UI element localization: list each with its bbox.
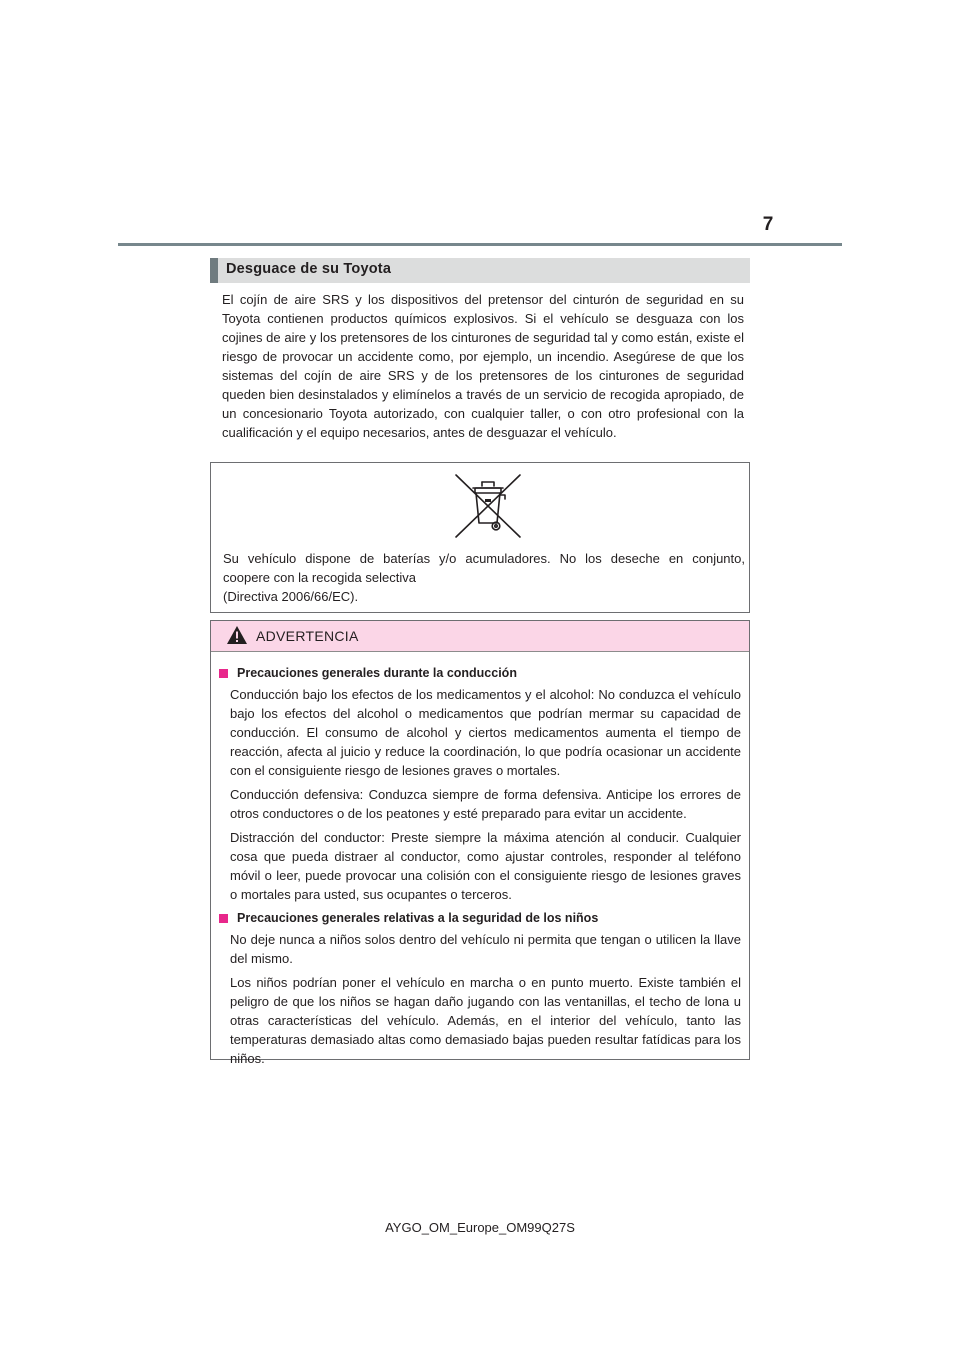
battery-disposal-text (223, 549, 745, 606)
warning-title: ADVERTENCIA (256, 628, 359, 644)
battery-disposal-line-3: (Directiva 2006/66/EC). (223, 589, 359, 604)
section-heading-text: Desguace de su Toyota (226, 261, 392, 277)
warning-subheading-text: Precauciones generales durante la conducción (237, 666, 517, 680)
intro-paragraph: El cojín de aire SRS y los dispositivos del pretensor del cinturón de seguridad en su Toyota contienen productos químicos explosivos. Si el vehículo se desguaza con los cojines de aire y los pretensores de los cinturones de seguridad tal y como están, existe el riesgo de provocar un accidente como, por ejemplo, un incendio. Asegúrese de que los sistemas del cojín de aire SRS y de los pretensores de los cinturones de seguridad queden bien desinstalados y elimínelos a través de un servicio de recogida apropiado, de un concesionario Toyota autorizado, con cualquier taller, o con otro profesional con la cualificación y el equipo necesarios, antes de desguazar el vehículo. (222, 292, 744, 440)
document-code-footer: AYGO_OM_Europe_OM99Q27S (385, 1220, 575, 1235)
pink-square-bullet-icon (219, 669, 228, 678)
page-number: 7 (762, 214, 774, 235)
warning-paragraph: Distracción del conductor: Preste siempre la máxima atención al conducir. Cualquier cosa que pueda distraer al conductor, como ajustar controles, responder al teléfono móvil o leer, puede provocar una colisión con el consiguiente riesgo de lesiones graves o mortales para usted, sus ocupantes o terceros. (230, 830, 741, 902)
warning-subheading (217, 909, 741, 928)
crossed-out-wheelie-bin-icon (452, 471, 524, 541)
header-rule (118, 243, 842, 246)
warning-paragraph: Los niños podrían poner el vehículo en marcha o en punto muerto. Existe también el peligro de que los niños se hagan daño jugando con las ventanillas, el techo de lona u otras características del vehículo. Además, en el interior del vehículo, tanto las temperaturas demasiado altas como demasiado bajas pueden resultar fatídicas para los niños. (230, 975, 741, 1066)
warning-paragraph: No deje nunca a niños solos dentro del vehículo ni permita que tengan o utilicen la llave del mismo. (230, 932, 741, 966)
warning-box (210, 620, 750, 1066)
warning-header (211, 621, 749, 652)
warning-paragraph: Conducción defensiva: Conduzca siempre de forma defensiva. Anticipe los errores de otros conductores o de los peatones y esté preparado para evitar un accidente. (230, 787, 741, 821)
warning-subheading (217, 664, 741, 683)
battery-disposal-box (210, 462, 750, 613)
warning-triangle-icon (226, 625, 248, 645)
warning-paragraph: Conducción bajo los efectos de los medicamentos y el alcohol: No conduzca el vehículo bajo los efectos del alcohol o medicamentos que podrían mermar su capacidad de conducción. El consumo de alcohol y ciertos medicamentos aumenta el tiempo de reacción, afecta al juicio y reduce la coordinación, lo que podría ocasionar un accidente con el consiguiente riesgo de lesiones graves o mortales. (230, 687, 741, 778)
battery-disposal-line-2: coopere con la recogida selectiva (223, 570, 416, 585)
section-heading (210, 258, 750, 283)
pink-square-bullet-icon (219, 914, 228, 923)
warning-body (217, 664, 741, 1073)
warning-subheading-text: Precauciones generales relativas a la seguridad de los niños (237, 911, 599, 925)
battery-disposal-line-1: Su vehículo dispone de baterías y/o acumuladores. No los deseche en conjunto, (223, 551, 745, 566)
